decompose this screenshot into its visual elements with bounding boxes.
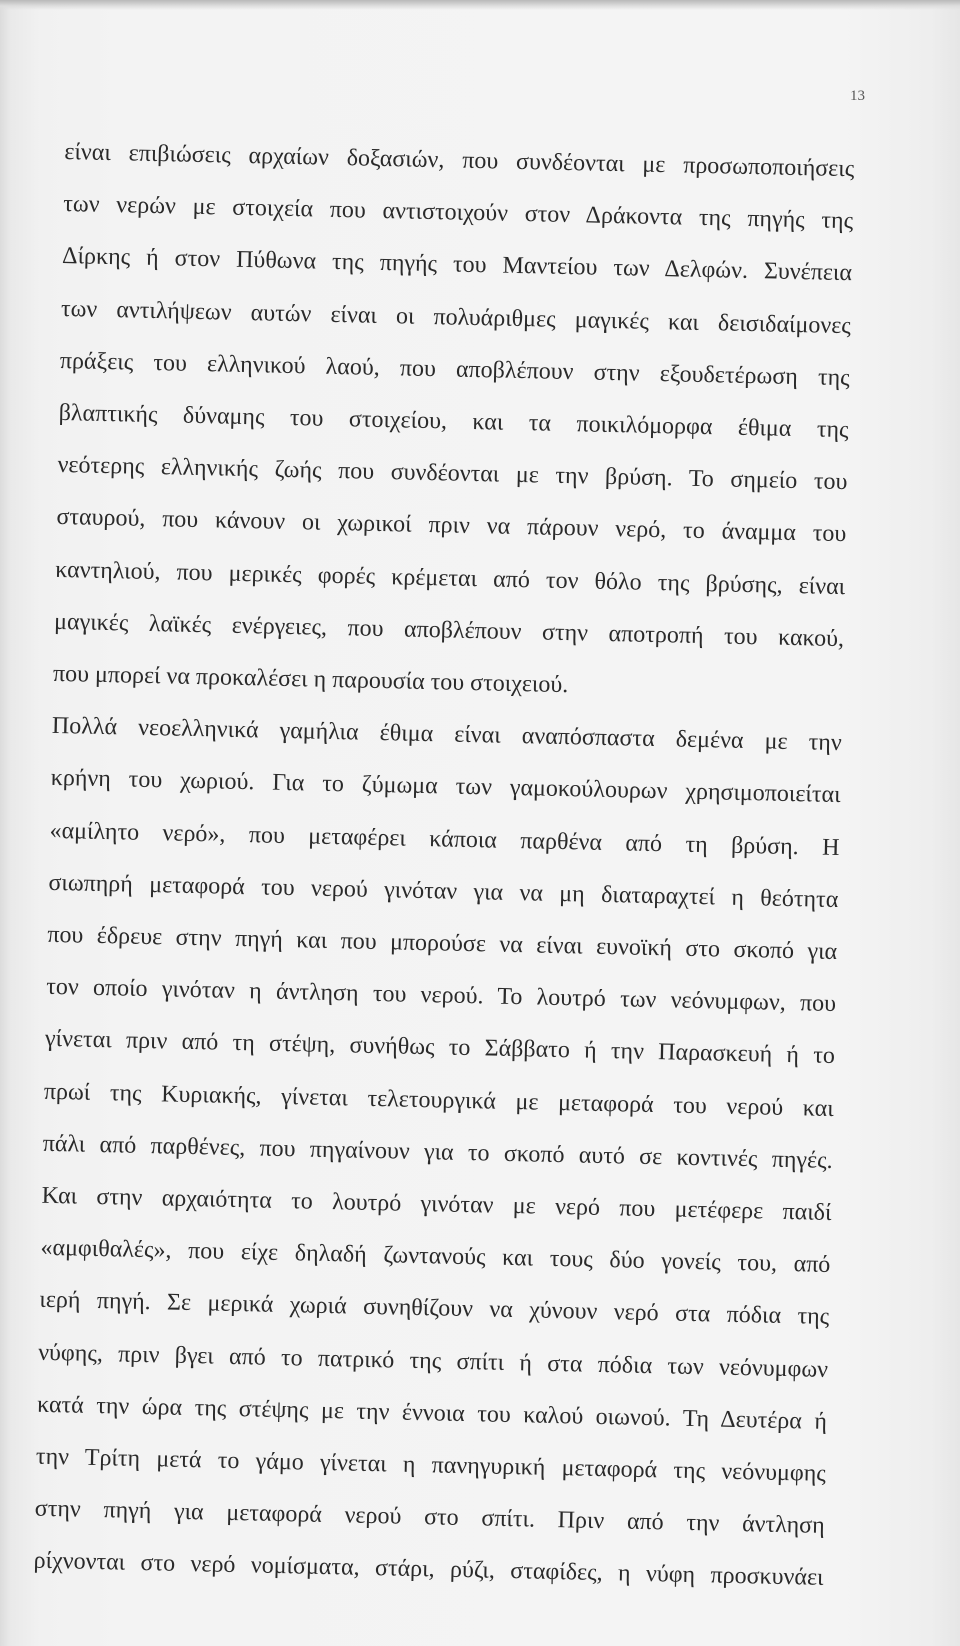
- text-line: κατά την ώρα της στέψης με την έννοια του καλού οιωνού. Τη Δευτέρα ή: [36, 1391, 828, 1435]
- text-line: στην πηγή για μεταφορά νερού στο σπίτι. Πριν από την άντληση: [34, 1495, 825, 1540]
- text-line: την Τρίτη μετά το γάμο γίνεται η πανηγυρική μεταφορά της νεόνυμφης: [35, 1443, 827, 1487]
- text-line: γίνεται πριν από τη στέψη, συνήθως το Σάββατο ή την Παρασκευή ή το: [44, 1026, 836, 1070]
- text-line: Δίρκης ή στον Πύθωνα της πηγής του Μαντείου των Δελφών. Συνέπεια: [61, 243, 853, 287]
- text-line: ιερή πηγή. Σε μερικά χωριά συνηθίζουν να χύνουν νερό στα πόδια της: [39, 1287, 830, 1331]
- text-line: τον οποίο γινόταν η άντληση του νερού. Το λουτρό των νεόνυμφων, που: [45, 974, 837, 1018]
- text-line: νύφης, πριν βγει από το πατρικό της σπίτι ή στα πόδια των νεόνυμφων: [37, 1339, 829, 1383]
- text-line: Και στην αρχαιότητα το λουτρό γινόταν με νερό που μετέφερε παιδί: [41, 1182, 832, 1227]
- text-line: ρίχνονται στο νερό νομίσματα, στάρι, ρύζι, σταφίδες, η νύφη προσκυνάει: [33, 1548, 824, 1592]
- text-line: είναι επιβιώσεις αρχαίων δοξασιών, που συνδέονται με προσωποποιήσεις: [64, 138, 855, 183]
- text-line: σταυρού, που κάνουν οι χωρικοί πριν να πάρουν νερό, το άναμμα του: [56, 504, 847, 548]
- text-line: κρήνη του χωριού. Για το ζύμωμα των γαμοκούλουρων χρησιμοποιείται: [50, 765, 841, 809]
- text-line: νεότερης ελληνικής ζωής που συνδέονται με την βρύση. Το σημείο του: [57, 452, 848, 496]
- body-text: [33, 126, 855, 1605]
- paragraph-last-line: που μπορεί να προκαλέσει η παρουσία του στοιχειού.: [52, 660, 569, 699]
- text-line: σιωπηρή μεταφορά του νερού γινόταν για να μη διαταραχτεί η θεότητα: [48, 869, 839, 913]
- text-line: «αμφιθαλές», που είχε δηλαδή ζωντανούς και τους δύο γονείς του, από: [40, 1235, 831, 1279]
- text-line: καντηλιού, που μερικές φορές κρέμεται από τον θόλο της βρύσης, είναι: [55, 556, 846, 600]
- text-line: μαγικές λαϊκές ενέργειες, που αποβλέπουν στην αποτροπή του κακού,: [53, 608, 845, 652]
- text-line: Πολλά νεοελληνικά γαμήλια έθιμα είναι αναπόσπαστα δεμένα με την: [51, 713, 843, 757]
- text-line: των αντιλήψεων αυτών είναι οι πολυάριθμες μαγικές και δεισιδαίμονες: [60, 295, 852, 339]
- page-number: 13: [850, 88, 865, 104]
- text-line: των νερών με στοιχεία που αντιστοιχούν στον Δράκοντα της πηγής της: [63, 191, 854, 235]
- text-line: που έδρευε στην πηγή και που μπορούσε να είναι ευνοϊκή στο σκοπό για: [47, 921, 838, 966]
- text-line: πράξεις του ελληνικού λαού, που αποβλέπουν στην εξουδετέρωση της: [59, 347, 850, 391]
- text-line: βλαπτικής δύναμης του στοιχείου, και τα ποικιλόμορφα έθιμα της: [58, 399, 849, 444]
- text-line: πάλι από παρθένες, που πηγαίνουν για το σκοπό αυτό σε κοντινές πηγές.: [42, 1130, 833, 1174]
- text-line: «αμίλητο νερό», που μεταφέρει κάποια παρθένα από τη βρύση. Η: [49, 817, 840, 861]
- text-line: πρωί της Κυριακής, γίνεται τελετουργικά με μεταφορά του νερού και: [43, 1078, 835, 1122]
